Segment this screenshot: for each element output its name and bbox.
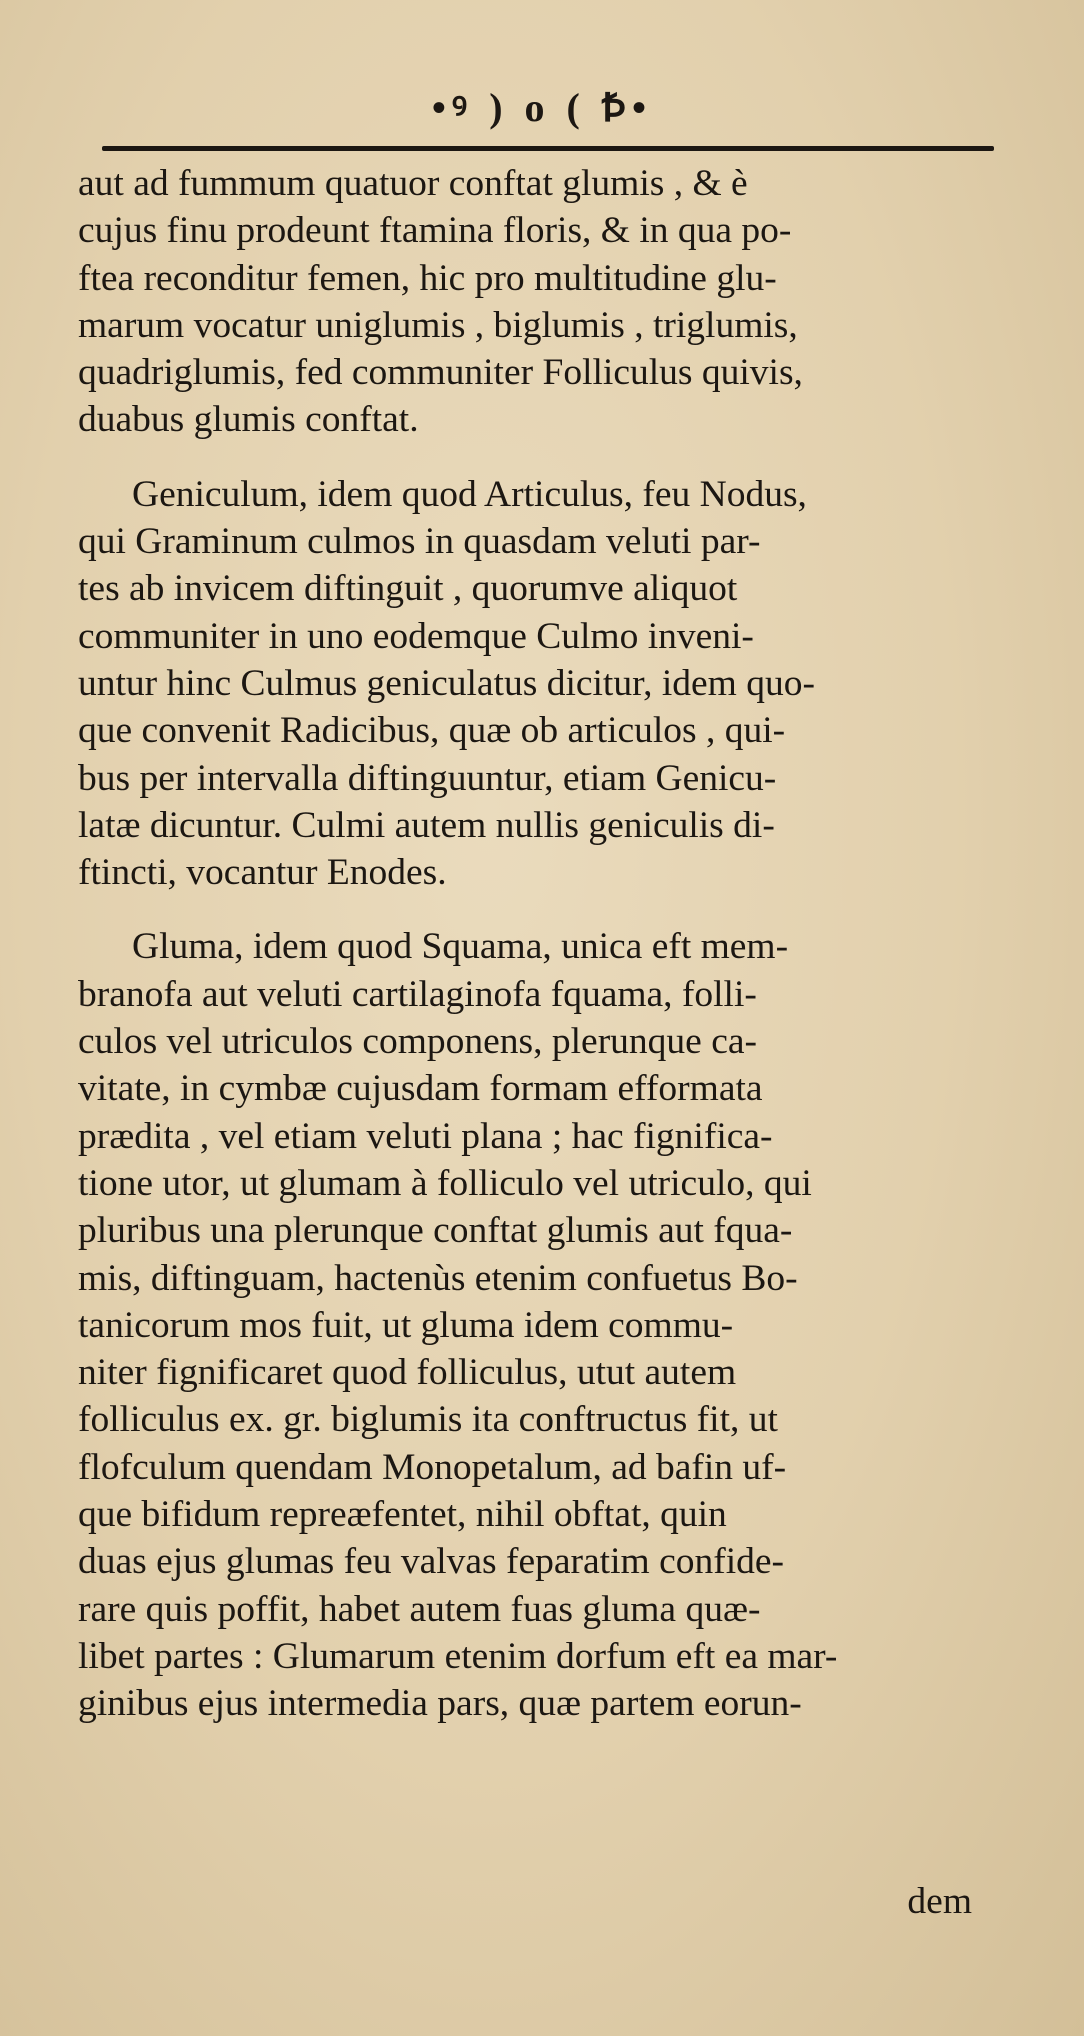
text-line: que convenit Radicibus, quæ ob articulos , qui- [78, 710, 786, 752]
paragraph [78, 923, 1018, 1727]
page-header-ornament: •ꝰ ) o ( Ꝥ• [431, 85, 653, 130]
text-line: untur hinc Culmus geniculatus dicitur, idem quo- [78, 662, 815, 704]
text-line: bus per intervalla diftinguuntur, etiam Genicu- [78, 757, 777, 799]
text-line: marum vocatur uniglumis , biglumis , triglumis, [78, 304, 798, 346]
text-line: folliculus ex. gr. biglumis ita conftructus fit, ut [78, 1399, 778, 1441]
text-line: tanicorum mos fuit, ut gluma idem commu- [78, 1304, 734, 1346]
header-rule [102, 146, 994, 151]
paragraph [78, 471, 1018, 897]
text-line: qui Graminum culmos in quasdam veluti par- [78, 521, 761, 563]
text-line: vitate, in cymbæ cujusdam formam efformata [78, 1068, 763, 1110]
text-line: duabus glumis conftat. [78, 399, 419, 441]
text-line: tione utor, ut glumam à folliculo vel utriculo, qui [78, 1162, 812, 1204]
text-line: niter fignificaret quod folliculus, utut autem [78, 1352, 737, 1394]
text-line: quadriglumis, fed communiter Folliculus quivis, [78, 352, 803, 394]
text-body [78, 160, 1018, 1728]
text-line: cujus finu prodeunt ftamina floris, & in qua po- [78, 210, 792, 252]
text-line: ginibus ejus intermedia pars, quæ partem eorun- [78, 1683, 802, 1725]
paragraph [78, 160, 1018, 444]
text-line: aut ad fummum quatuor conftat glumis , & è [78, 163, 748, 204]
text-line: rare quis poffit, habet autem fuas gluma quæ- [78, 1588, 761, 1630]
text-line: duas ejus glumas feu valvas feparatim confide- [78, 1541, 784, 1583]
text-line: prædita , vel etiam veluti plana ; hac fignifica- [78, 1115, 773, 1157]
catchword: dem [907, 1881, 972, 1922]
text-line: flofculum quendam Monopetalum, ad bafin uf- [78, 1446, 787, 1488]
text-line: branofa aut veluti cartilaginofa fquama, folli- [78, 973, 757, 1015]
text-line: ftincti, vocantur Enodes. [78, 852, 447, 894]
text-line: Geniculum, idem quod Articulus, feu Nodus, [132, 473, 807, 515]
text-line: que bifidum repreæfentet, nihil obftat, quin [78, 1494, 727, 1536]
text-line: ftea reconditur femen, hic pro multitudine glu- [78, 257, 777, 299]
text-line: mis, diftinguam, hactenùs etenim confuetus Bo- [78, 1257, 798, 1299]
text-line: culos vel utriculos componens, plerunque ca- [78, 1021, 757, 1063]
text-line: latæ dicuntur. Culmi autem nullis geniculis di- [78, 804, 775, 846]
text-line: tes ab invicem diftinguit , quorumve aliquot [78, 568, 738, 610]
text-line: pluribus una plerunque conftat glumis aut fqua- [78, 1210, 793, 1252]
text-line: communiter in uno eodemque Culmo inveni- [78, 615, 754, 657]
text-line: libet partes : Glumarum etenim dorfum eft ea mar- [78, 1635, 838, 1677]
text-line: Gluma, idem quod Squama, unica eft mem- [132, 926, 789, 968]
